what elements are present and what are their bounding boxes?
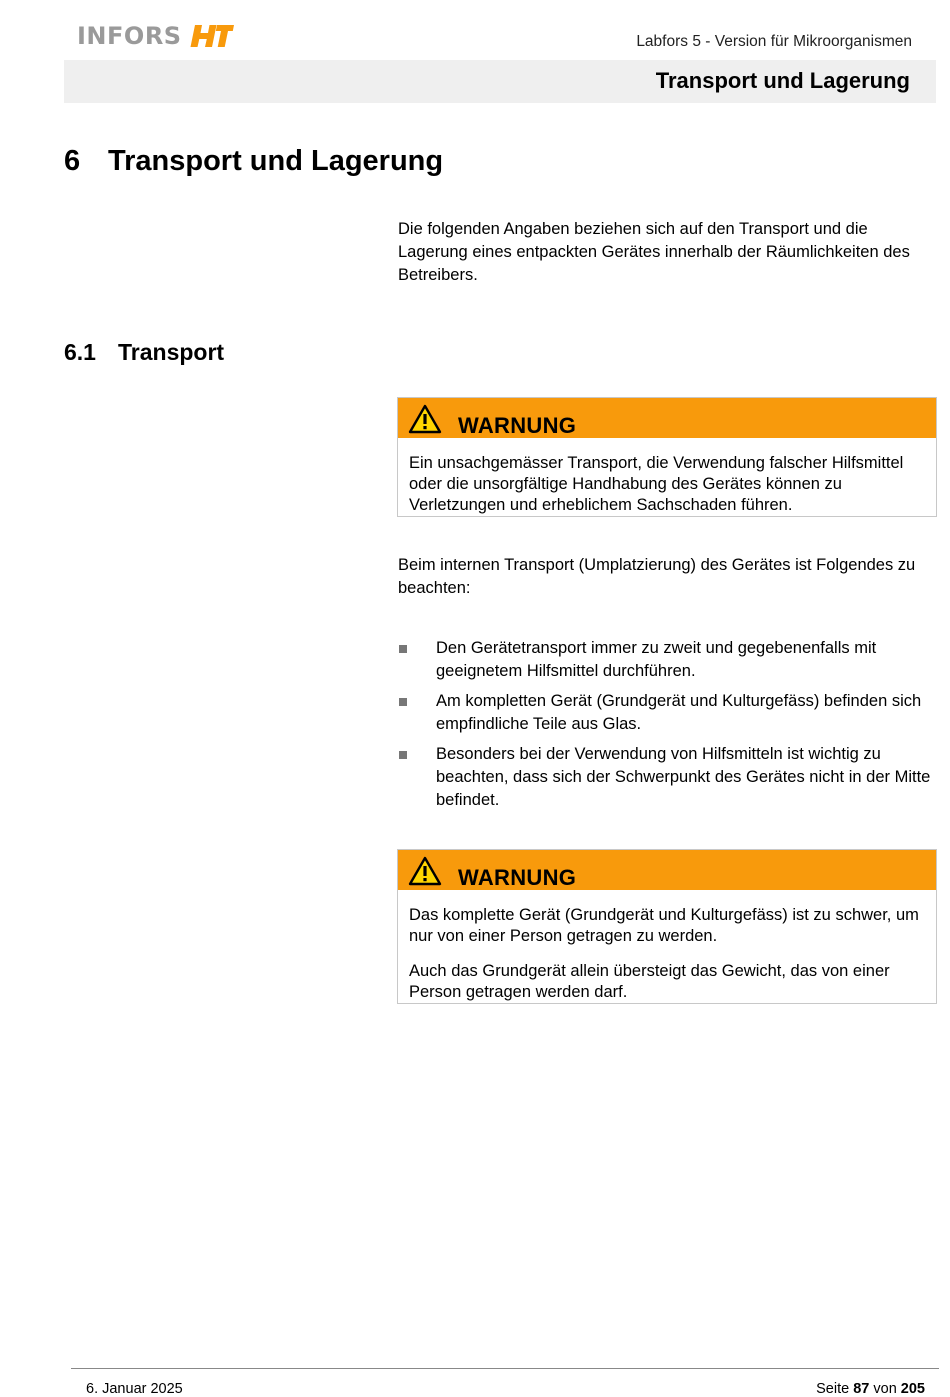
bullet-square-icon bbox=[399, 751, 407, 759]
section-number: 6.1 bbox=[64, 339, 96, 365]
chapter-number: 6 bbox=[64, 145, 81, 177]
warning-label: WARNUNG bbox=[458, 865, 577, 890]
page-separator: von bbox=[873, 1381, 897, 1397]
warning-box-weight bbox=[397, 849, 937, 1004]
company-logo bbox=[77, 22, 234, 50]
footer-page-number bbox=[816, 1381, 925, 1397]
logo-mark-icon bbox=[190, 23, 234, 49]
warning-header bbox=[398, 398, 936, 438]
transport-bullet-list bbox=[398, 637, 938, 819]
bullet-square-icon bbox=[399, 698, 407, 706]
warning-text: Das komplette Gerät (Grundgerät und Kulturgefäss) ist zu schwer, um nur von einer Person getragen zu werden. bbox=[409, 906, 919, 945]
list-item bbox=[398, 637, 938, 683]
warning-text: Ein unsachgemässer Transport, die Verwendung falscher Hilfsmittel oder die unsorgfältige Handhabung des Gerätes können zu Verletzungen und erheblichem Sachschaden führen. bbox=[409, 454, 904, 514]
page-prefix: Seite bbox=[816, 1381, 850, 1397]
warning-header bbox=[398, 850, 936, 890]
logo-text: INFORS bbox=[77, 22, 182, 50]
list-item bbox=[398, 743, 938, 812]
list-item bbox=[398, 690, 938, 736]
intro-paragraph: Die folgenden Angaben beziehen sich auf den Transport und die Lagerung eines entpackten Gerätes innerhalb der Räumlichkeiten des Betreibers. bbox=[398, 220, 910, 284]
product-name: Labfors 5 - Version für Mikroorganismen bbox=[636, 33, 912, 50]
chapter-heading bbox=[64, 145, 443, 178]
warning-body bbox=[398, 890, 936, 1005]
warning-body bbox=[398, 438, 936, 532]
section-title: Transport bbox=[118, 339, 225, 365]
warning-triangle-icon bbox=[408, 404, 442, 439]
total-pages: 205 bbox=[900, 1381, 925, 1397]
warning-label: WARNUNG bbox=[458, 413, 577, 438]
current-page: 87 bbox=[853, 1381, 870, 1397]
transport-lead-paragraph: Beim internen Transport (Umplatzierung) des Gerätes ist Folgendes zu beachten: bbox=[398, 556, 916, 597]
section-heading bbox=[64, 339, 224, 366]
list-item-text: Besonders bei der Verwendung von Hilfsmitteln ist wichtig zu beachten, dass sich der Schwerpunkt des Gerätes nicht in der Mitte befindet. bbox=[436, 745, 931, 809]
bullet-square-icon bbox=[399, 645, 407, 653]
footer-divider bbox=[71, 1368, 939, 1369]
ht-logo-mark bbox=[190, 23, 234, 49]
warning-box-transport bbox=[397, 397, 937, 517]
chapter-title: Transport und Lagerung bbox=[108, 145, 444, 177]
list-item-text: Den Gerätetransport immer zu zweit und gegebenenfalls mit geeignetem Hilfsmittel durchführen. bbox=[436, 639, 877, 680]
footer-date: 6. Januar 2025 bbox=[86, 1381, 183, 1397]
running-header bbox=[64, 60, 936, 103]
warning-text: Auch das Grundgerät allein übersteigt das Gewicht, das von einer Person getragen werden darf. bbox=[409, 962, 890, 1001]
list-item-text: Am kompletten Gerät (Grundgerät und Kulturgefäss) befinden sich empfindliche Teile aus Glas. bbox=[436, 692, 922, 733]
warning-triangle-icon bbox=[408, 856, 442, 891]
header-section-title: Transport und Lagerung bbox=[655, 68, 910, 93]
